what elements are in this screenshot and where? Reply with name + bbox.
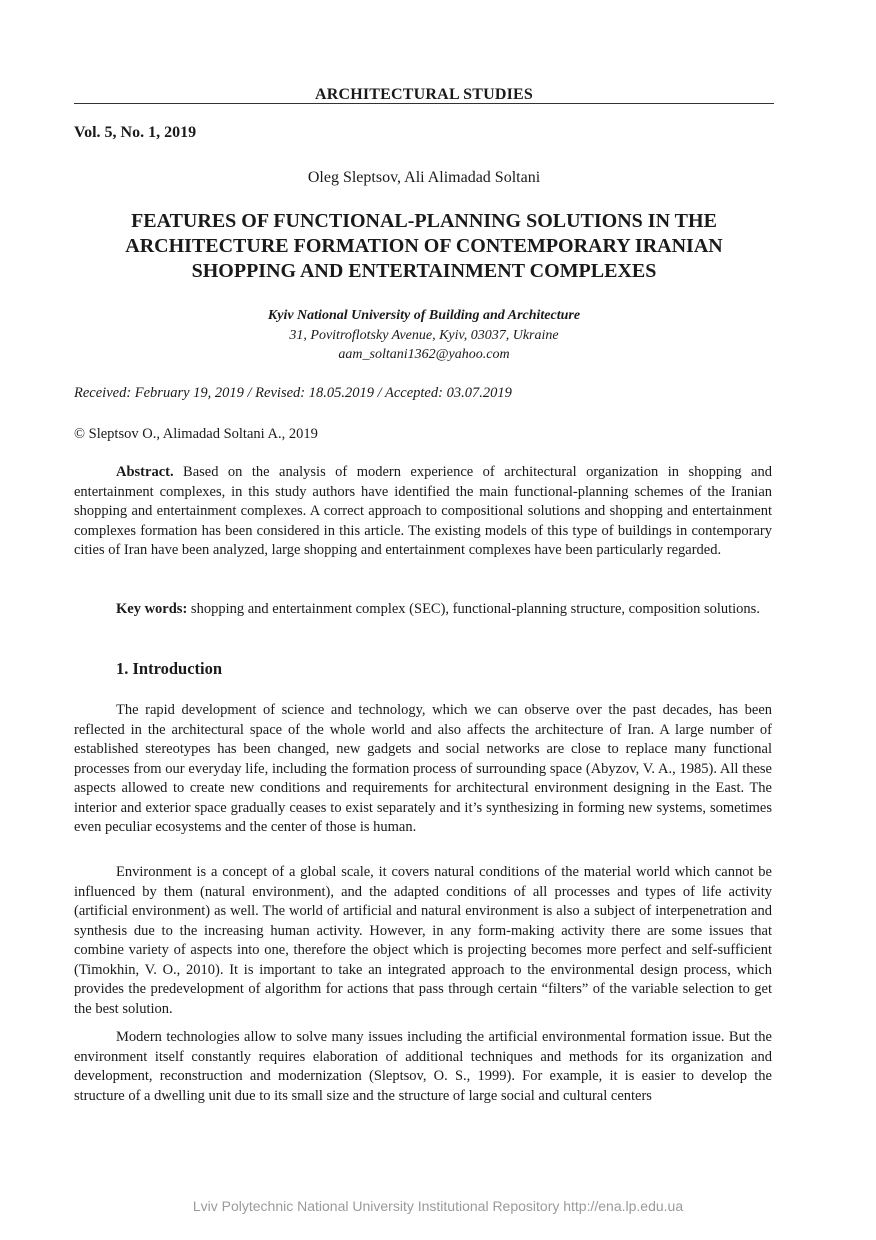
abstract-text: Based on the analysis of modern experience of architectural organization in shopping and entertainment complexes, in this study authors have identified the main functional-planning schemes of the Iranian shopping and entertainment complexes. A correct approach to compositional solutions and shopping and entertainment complexes formation has been considered in this article. The existing models of this type of buildings in contemporary cities of Iran have been analyzed, large shopping and entertainment complexes have been particularly regarded. (74, 464, 772, 558)
body-paragraph: Environment is a concept of a global scale, it covers natural conditions of the material world which cannot be influenced by them (natural environment), and the adapted conditions of all processes and types of life activity (artificial environment) as well. The world of artificial and natural environment is also a subject of interpenetration and synthesis due to the increasing human activity. However, in any form-making activity there are some issues that combine variety of aspects into one, therefore the object which is projecting becomes more perfect and self-sufficient (Timokhin, V. O., 2010). It is important to take an integrated approach to the environmental design process, which provides the predevelopment of algorithm for actions that pass through certain “filters” of the variable selection to get the best solution. (74, 864, 772, 1017)
section-heading: 1. Introduction (116, 659, 223, 678)
copyright: © Sleptsov O., Alimadad Soltani A., 2019 (74, 426, 318, 442)
affiliation-university: Kyiv National University of Building and Architecture (267, 308, 581, 323)
authors: Oleg Sleptsov, Ali Alimadad Soltani (307, 169, 541, 186)
header-rule (74, 103, 774, 104)
affiliation-address: 31, Povitroflotsky Avenue, Kyiv, 03037, Ukraine (289, 327, 559, 343)
journal-title: ARCHITECTURAL STUDIES (314, 86, 534, 103)
repository-footer: Lviv Polytechnic National University Institutional Repository http://ena.lp.edu.ua (192, 1198, 684, 1214)
abstract-label: Abstract. (116, 464, 174, 480)
keywords-label: Key words: (116, 601, 188, 617)
article-title-line: SHOPPING AND ENTERTAINMENT COMPLEXES (191, 260, 657, 282)
affiliation-email: aam_soltani1362@yahoo.com (338, 347, 510, 362)
submission-dates: Received: February 19, 2019 / Revised: 18.05.2019 / Accepted: 03.07.2019 (74, 385, 512, 401)
keywords-paragraph (74, 600, 772, 620)
article-title (74, 209, 774, 284)
affiliation (74, 306, 774, 365)
keywords-text: shopping and entertainment complex (SEC), functional-planning structure, composition solutions. (187, 601, 760, 617)
body-paragraph: Modern technologies allow to solve many issues including the artificial environmental formation issue. But the environment itself constantly requires elaboration of additional techniques and methods for its organization and development, reconstruction and modernization (Sleptsov, O. S., 1999). For example, it is easier to develop the structure of a dwelling unit due to its small size and the structure of large social and cultural centers (74, 1029, 772, 1104)
volume-info: Vol. 5, No. 1, 2019 (74, 124, 197, 141)
article-title-line: ARCHITECTURE FORMATION OF CONTEMPORARY IRANIAN (125, 235, 723, 257)
article-title-line: FEATURES OF FUNCTIONAL-PLANNING SOLUTIONS IN THE (131, 210, 717, 232)
abstract-paragraph (74, 463, 772, 561)
body-paragraph: The rapid development of science and technology, which we can observe over the past decades, has been reflected in the architectural space of the whole world and also affects the architecture of Iran. A large number of established stereotypes has been changed, new gadgets and social networks are close to replace many functional processes from our everyday life, including the formation process of surrounding space (Abyzov, V. A., 1985). All these aspects allowed to create new conditions and requirements for architectural environment designing in the East. The interior and exterior space gradually ceases to exist separately and it’s synthesizing in forming new systems, sometimes even peculiar ecosystems and the center of those is human. (74, 702, 772, 835)
